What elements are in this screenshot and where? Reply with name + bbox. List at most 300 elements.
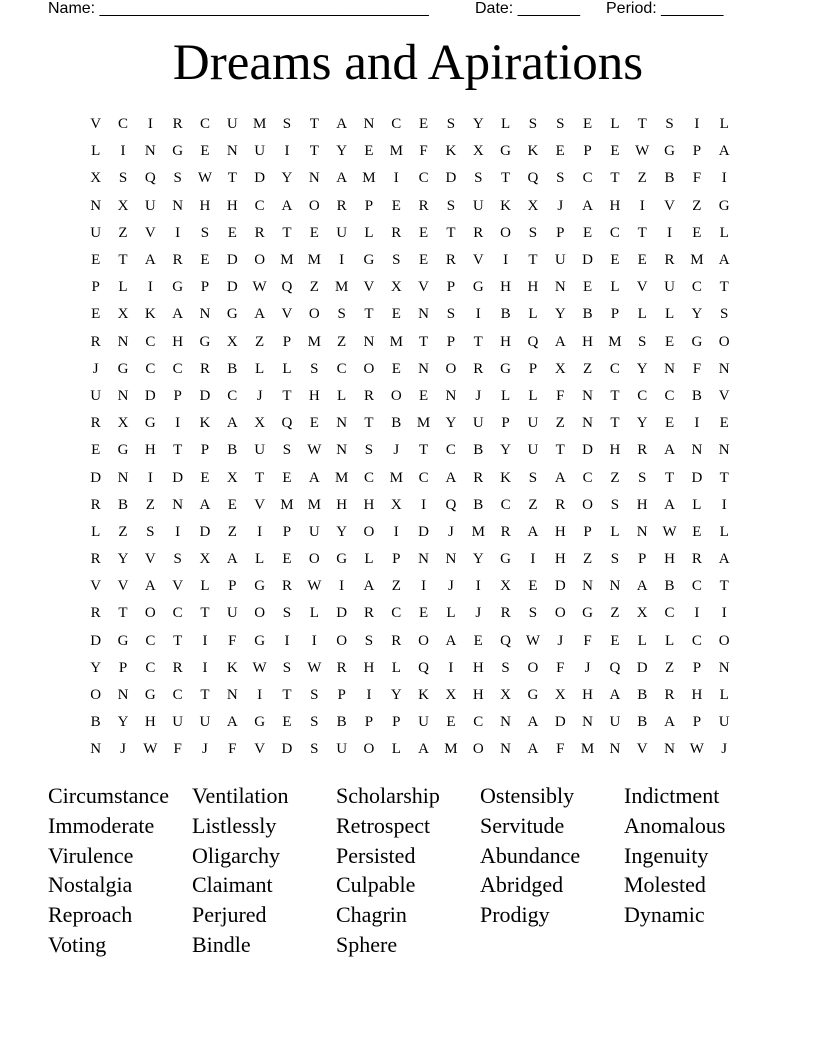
grid-letter: C [582,170,593,187]
grid-letter: G [144,687,156,704]
grid-letter: N [664,360,675,377]
grid-letter: I [530,551,536,568]
grid-letter: H [226,197,238,214]
grid-letter: T [446,224,456,241]
grid-letter: C [227,387,238,404]
grid-letter: J [557,197,564,214]
grid-letter: D [254,170,266,187]
grid-letter: S [310,687,319,704]
grid-letter: U [308,523,320,540]
grid-letter: N [582,714,593,731]
grid-letter: M [471,523,485,540]
grid-letter: L [337,387,347,404]
grid-letter: I [257,687,263,704]
grid-letter: B [582,306,593,323]
grid-letter: E [419,116,429,133]
grid-row [82,220,738,247]
grid-letter: L [501,387,511,404]
grid-letter: L [391,659,401,676]
grid-letter: R [172,252,183,269]
grid-letter: A [445,632,457,649]
grid-letter: Y [691,306,703,323]
grid-letter: R [418,197,429,214]
grid-letter: X [500,687,511,704]
grid-letter: D [636,659,648,676]
grid-letter: U [336,741,348,758]
grid-letter: S [610,551,620,568]
grid-letter: V [254,496,266,513]
grid-letter: D [418,523,430,540]
word-bank-item: Nostalgia [48,872,133,898]
grid-letter: A [226,415,238,432]
grid-letter: P [337,687,346,704]
grid-letter: U [254,442,266,459]
grid-letter: S [364,442,374,459]
grid-letter: R [90,551,101,568]
grid-letter: R [90,605,101,622]
grid-letter: N [664,741,675,758]
grid-row [82,193,738,220]
grid-letter: T [501,170,511,187]
grid-letter: B [391,415,402,432]
grid-letter: P [200,442,210,459]
grid-letter: F [583,632,592,649]
grid-letter: P [692,714,702,731]
grid-letter: A [718,551,730,568]
grid-letter: C [172,360,183,377]
grid-letter: N [500,741,511,758]
grid-letter: R [336,659,347,676]
grid-letter: O [90,687,102,704]
grid-letter: G [226,306,238,323]
grid-letter: V [636,741,648,758]
grid-letter: N [90,741,102,758]
grid-letter: I [393,523,399,540]
grid-letter: T [419,333,429,350]
word-bank-item: Culpable [336,872,416,898]
grid-letter: M [389,143,403,160]
grid-letter: V [117,578,129,595]
grid-letter: H [527,279,539,296]
grid-letter: H [336,496,348,513]
grid-letter: N [144,143,156,160]
grid-row [82,709,738,736]
grid-letter: D [554,714,566,731]
grid-letter: V [172,578,184,595]
grid-letter: Y [336,523,348,540]
grid-letter: N [90,197,102,214]
grid-letter: S [282,659,292,676]
grid-letter: R [691,551,702,568]
grid-letter: D [90,632,102,649]
grid-letter: O [582,496,593,513]
grid-row [82,329,738,356]
grid-row [82,492,738,519]
grid-letter: I [393,170,399,187]
grid-letter: D [582,442,593,459]
grid-letter: J [448,523,454,540]
grid-letter: A [636,578,648,595]
grid-letter: G [500,143,511,160]
grid-letter: A [281,197,293,214]
grid-row [82,736,738,763]
grid-letter: C [336,360,347,377]
grid-letter: E [582,116,593,133]
grid-letter: L [610,523,620,540]
grid-letter: H [691,687,703,704]
grid-letter: P [446,333,456,350]
grid-letter: E [555,143,565,160]
grid-letter: T [200,605,210,622]
grid-letter: O [554,605,566,622]
grid-letter: G [117,632,129,649]
grid-letter: N [636,523,648,540]
grid-letter: D [226,279,238,296]
grid-letter: B [117,496,128,513]
grid-letter: R [555,496,566,513]
grid-letter: E [200,469,210,486]
grid-letter: I [147,116,153,133]
grid-letter: F [692,170,702,187]
grid-letter: D [90,469,102,486]
grid-letter: T [637,224,647,241]
grid-letter: J [393,442,400,459]
grid-row [82,600,738,627]
grid-letter: P [364,714,374,731]
grid-letter: G [664,143,675,160]
grid-letter: Q [281,415,293,432]
grid-letter: Y [636,415,648,432]
grid-letter: V [718,387,730,404]
grid-letter: T [664,469,675,486]
grid-letter: L [446,605,456,622]
grid-letter: A [144,252,156,269]
grid-letter: S [392,252,401,269]
grid-letter: G [199,333,211,350]
grid-letter: L [610,116,620,133]
grid-letter: M [280,496,294,513]
grid-letter: W [635,143,650,160]
grid-letter: A [199,496,211,513]
grid-letter: T [719,578,729,595]
grid-letter: A [144,578,156,595]
grid-letter: C [145,632,156,649]
grid-letter: L [282,360,292,377]
grid-letter: N [336,442,348,459]
grid-letter: Z [555,415,565,432]
grid-letter: R [664,252,675,269]
grid-letter: C [664,387,675,404]
grid-letter: E [200,252,210,269]
grid-letter: O [308,306,320,323]
word-bank-item: Reproach [48,902,133,928]
grid-letter: T [227,170,237,187]
grid-letter: O [363,523,375,540]
grid-letter: L [719,687,729,704]
grid-letter: B [500,306,511,323]
grid-letter: N [582,387,593,404]
grid-letter: E [227,224,237,241]
grid-letter: I [721,605,727,622]
grid-letter: C [391,116,402,133]
grid-letter: R [254,224,265,241]
grid-letter: I [120,143,126,160]
word-bank-item: Sphere [336,931,398,957]
grid-letter: H [363,496,375,513]
grid-letter: G [500,360,511,377]
grid-letter: H [582,333,593,350]
grid-letter: F [419,143,428,160]
grid-letter: D [172,469,184,486]
grid-letter: H [500,279,511,296]
grid-letter: L [637,632,647,649]
word-bank-item: Persisted [336,842,416,868]
grid-letter: H [500,333,511,350]
grid-row [82,437,738,464]
grid-letter: J [256,387,263,404]
grid-letter: Q [527,170,539,187]
grid-letter: P [556,224,565,241]
grid-letter: Z [582,551,593,568]
grid-letter: F [556,387,565,404]
grid-letter: Z [309,279,319,296]
grid-letter: H [199,197,211,214]
grid-letter: C [637,387,648,404]
grid-letter: Z [337,333,347,350]
grid-letter: N [445,551,457,568]
grid-letter: M [280,252,294,269]
grid-letter: B [664,578,675,595]
grid-letter: S [118,170,128,187]
grid-letter: P [638,551,647,568]
grid-row [82,655,738,682]
grid-letter: C [582,469,593,486]
grid-letter: C [363,469,374,486]
grid-letter: E [282,551,292,568]
grid-letter: O [418,632,430,649]
grid-letter: C [691,632,702,649]
grid-letter: A [664,714,675,731]
grid-letter: N [117,333,129,350]
grid-letter: T [309,116,319,133]
grid-letter: L [391,741,401,758]
grid-letter: E [582,279,593,296]
grid-letter: S [446,197,456,214]
grid-letter: S [528,116,538,133]
grid-letter: O [363,360,375,377]
grid-letter: D [144,387,156,404]
grid-letter: T [719,469,729,486]
grid-letter: I [503,252,509,269]
word-bank-item: Servitude [480,812,565,838]
grid-letter: A [664,442,675,459]
grid-letter: L [664,306,675,323]
word-bank-item: Dynamic [624,902,705,928]
grid-letter: N [691,442,703,459]
date-field-label: Date: _______ [475,0,580,17]
grid-row [82,274,738,301]
grid-row [82,383,738,410]
grid-letter: X [636,605,648,622]
grid-letter: P [91,279,100,296]
grid-letter: G [117,442,129,459]
grid-letter: X [527,197,539,214]
grid-letter: R [500,523,511,540]
worksheet-title: Dreams and Apirations [172,35,644,91]
grid-letter: L [719,224,729,241]
grid-letter: L [200,578,210,595]
grid-letter: L [528,306,538,323]
word-bank-item: Retrospect [336,812,431,838]
grid-letter: X [500,578,511,595]
grid-letter: T [555,442,565,459]
grid-letter: A [226,714,238,731]
grid-letter: W [252,659,267,676]
word-bank-item: Bindle [192,931,251,957]
grid-letter: K [500,469,511,486]
grid-letter: H [636,496,648,513]
grid-row [82,410,738,437]
grid-letter: S [282,605,292,622]
grid-letter: I [721,170,727,187]
grid-letter: N [418,551,430,568]
grid-letter: A [445,469,457,486]
grid-letter: J [202,741,208,758]
grid-letter: O [500,224,511,241]
grid-letter: D [199,523,211,540]
grid-letter: C [609,224,620,241]
grid-letter: C [199,116,210,133]
grid-letter: O [336,632,348,649]
grid-letter: I [284,143,290,160]
grid-letter: O [254,252,266,269]
grid-letter: R [391,224,402,241]
grid-letter: P [610,306,620,323]
grid-letter: E [664,333,675,350]
grid-letter: H [472,659,484,676]
grid-letter: Y [472,551,484,568]
grid-letter: A [336,116,348,133]
grid-letter: Z [610,469,620,486]
grid-letter: B [336,714,347,731]
grid-row [82,301,738,328]
grid-letter: W [252,279,267,296]
grid-letter: E [610,143,620,160]
grid-letter: J [120,741,126,758]
grid-letter: S [310,360,319,377]
grid-letter: S [528,224,538,241]
grid-letter: S [528,469,538,486]
grid-letter: J [584,659,591,676]
grid-letter: I [339,252,345,269]
grid-letter: D [582,252,593,269]
grid-letter: I [202,659,208,676]
grid-letter: U [336,224,348,241]
grid-letter: E [391,306,401,323]
grid-letter: C [254,197,265,214]
grid-letter: M [307,333,321,350]
grid-letter: R [281,578,292,595]
grid-letter: T [419,442,429,459]
grid-letter: R [391,632,402,649]
grid-letter: I [175,224,181,241]
grid-letter: O [718,333,730,350]
grid-letter: L [664,632,675,649]
name-field-label: Name: _____________________________________ [48,0,429,17]
grid-letter: K [527,143,539,160]
grid-letter: T [473,333,483,350]
grid-letter: A [527,523,539,540]
grid-letter: U [172,714,184,731]
grid-letter: S [310,741,319,758]
grid-letter: S [720,306,729,323]
grid-letter: B [691,387,702,404]
grid-letter: X [226,333,238,350]
grid-letter: X [554,687,566,704]
grid-letter: X [445,687,457,704]
grid-letter: E [664,415,675,432]
grid-letter: U [226,116,238,133]
grid-letter: A [336,170,348,187]
grid-letter: X [554,360,566,377]
grid-row [82,519,738,546]
grid-letter: G [336,551,348,568]
grid-letter: Y [117,714,129,731]
grid-letter: N [363,116,375,133]
grid-letter: P [583,523,592,540]
grid-letter: U [254,143,266,160]
grid-letter: F [228,632,237,649]
grid-letter: V [281,306,293,323]
grid-row [82,573,738,600]
grid-row [82,464,738,491]
grid-letter: L [118,279,128,296]
word-bank-item: Perjured [192,902,267,928]
grid-letter: T [173,442,183,459]
grid-row [82,356,738,383]
word-bank-item: Prodigy [480,902,550,928]
grid-letter: A [664,496,675,513]
grid-letter: I [311,632,317,649]
grid-row [82,682,738,709]
grid-letter: T [282,387,292,404]
grid-letter: R [363,387,374,404]
word-bank-item: Ventilation [192,783,289,808]
grid-letter: E [91,306,101,323]
grid-letter: C [473,714,484,731]
grid-letter: V [90,116,102,133]
grid-letter: N [172,496,184,513]
word-bank-item: Abundance [480,842,581,868]
grid-letter: X [390,279,402,296]
grid-letter: Z [692,197,702,214]
grid-letter: A [554,469,566,486]
grid-row [82,546,738,573]
grid-letter: D [281,741,293,758]
grid-letter: T [309,143,319,160]
grid-letter: U [418,714,430,731]
grid-letter: Z [664,659,675,676]
grid-letter: Z [118,523,128,540]
grid-letter: L [255,360,265,377]
grid-letter: X [117,197,129,214]
grid-letter: Z [227,523,237,540]
grid-letter: A [308,469,320,486]
grid-letter: Q [418,659,430,676]
grid-row [82,247,738,274]
grid-letter: Y [390,687,402,704]
grid-letter: V [418,279,430,296]
